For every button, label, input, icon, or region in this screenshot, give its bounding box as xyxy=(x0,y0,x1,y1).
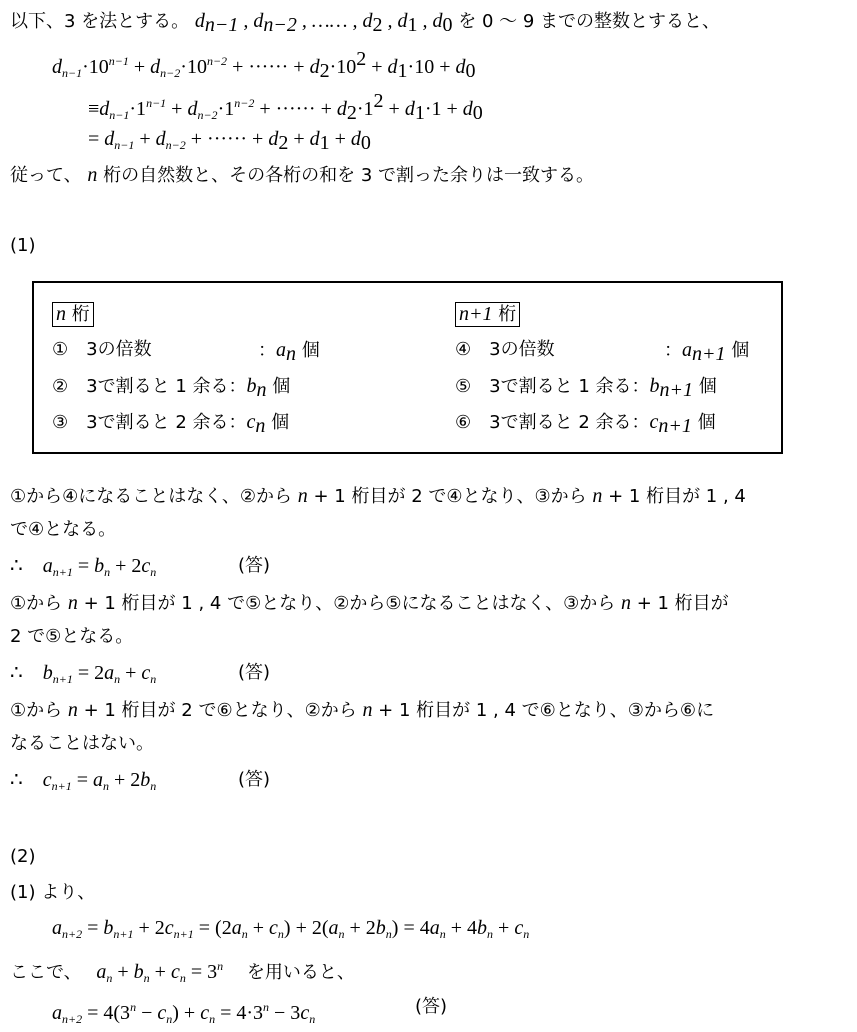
part2-here: ここで、 $a_n + b_n + c_n = 3^n$ を用いると、 xyxy=(10,959,355,985)
intro-eq-3: = $d_{n-1} + d_{n-2}$ + ······ + $d_2 + d_1 + d_0$ xyxy=(88,128,371,154)
part1-para-b-line2: 2 で⑤となる。 xyxy=(10,626,134,647)
box-right-item-4-count: ：$a_{n+1}$ 個 xyxy=(664,339,750,365)
box-left-item-1: ① 3の倍数 xyxy=(52,339,152,360)
box-right-item-6: ⑥ 3で割ると 2 余る：$c_{n+1}$ 個 xyxy=(455,411,716,437)
intro-eq-1: $d_{n-1}\cdot 10^{n-1} + d_{n-2}\cdot 10^{n-2}$ + ······ + $d_2\cdot 10^2 + d_1\cdot 10 + d_0$ xyxy=(52,48,476,82)
part1-para-c-line2: なることはない。 xyxy=(10,733,154,754)
part1-answer-b: ∴ $b_{n+1} = 2a_n + c_n$ xyxy=(10,662,157,686)
part2-eq-1: $a_{n+2} = b_{n+1} + 2c_{n+1} = (2a_n + c_n) + 2(a_n + 2b_n) = 4a_n + 4b_n + c_n$ xyxy=(52,917,530,941)
digits-list: $d_{n-1}$ , $d_{n-2}$ , …… , $d_2$ , $d_1$ , $d_0$ xyxy=(194,10,453,36)
part1-answer-a: ∴ $a_{n+1} = b_n + 2c_n$ xyxy=(10,555,157,579)
part1-answer-c: ∴ $c_{n+1} = a_n + 2b_n$ xyxy=(10,769,157,793)
part1-para-a-line1: ①から④になることはなく、②から n + 1 桁目が 2 で④となり、③から n + 1 桁目が 1 , 4 xyxy=(10,485,746,507)
part1-label: (1) xyxy=(10,235,36,256)
box-left-item-2: ② 3で割ると 1 余る：$b_n$ 個 xyxy=(52,375,291,401)
part1-answer-a-tag: (答) xyxy=(238,555,271,576)
part1-para-c-line1: ①から n + 1 桁目が 2 で⑥となり、②から n + 1 桁目が 1 , 4 で⑥となり、③から⑥に xyxy=(10,699,715,721)
conclusion-post: 桁の自然数と、その各桁の和を 3 で割った余りは一致する。 xyxy=(103,165,595,186)
box-left-item-1-count: ：$a_n$ 個 xyxy=(258,339,320,365)
box-left-title: n 桁 xyxy=(52,302,94,328)
part2-here-eq: $a_n + b_n + c_n = 3^n$ xyxy=(96,959,224,985)
part2-label: (2) xyxy=(10,846,36,867)
box-right-item-5: ⑤ 3で割ると 1 余る：$b_{n+1}$ 個 xyxy=(455,375,717,401)
intro-line1-pre: 以下、3 を法とする。 xyxy=(10,11,190,32)
part1-para-b-line1: ①から n + 1 桁目が 1 , 4 で⑤となり、②から⑤になることはなく、③から n + 1 桁目が xyxy=(10,592,729,614)
intro-line1-post: を 0 〜 9 までの整数とすると、 xyxy=(458,11,721,32)
box-left-item-3: ③ 3で割ると 2 余る：$c_n$ 個 xyxy=(52,411,290,437)
conclusion-pre: 従って、 xyxy=(10,165,82,186)
part2-from1: (1) より、 xyxy=(10,882,96,903)
part2-eq-2: $a_{n+2} = 4(3^n - c_n) + c_n = 4\cdot 3^n - 3c_n$ xyxy=(52,1000,316,1026)
part1-para-a-line2: で④となる。 xyxy=(10,519,117,540)
intro-conclusion xyxy=(10,162,594,189)
part2-answer-tag: (答) xyxy=(415,996,448,1017)
intro-line-1 xyxy=(10,8,720,38)
part1-answer-b-tag: (答) xyxy=(238,662,271,683)
conclusion-var: n xyxy=(87,164,98,186)
box-right-title: n+1 桁 xyxy=(455,302,520,328)
intro-eq-2: $\equiv d_{n-1}\cdot 1^{n-1} + d_{n-2}\cdot 1^{n-2}$ + ······ + $d_2\cdot 1^2 + d_1\cdot 1 + d_0$ xyxy=(88,90,483,124)
box-right-item-4: ④ 3の倍数 xyxy=(455,339,555,360)
part1-answer-c-tag: (答) xyxy=(238,769,271,790)
